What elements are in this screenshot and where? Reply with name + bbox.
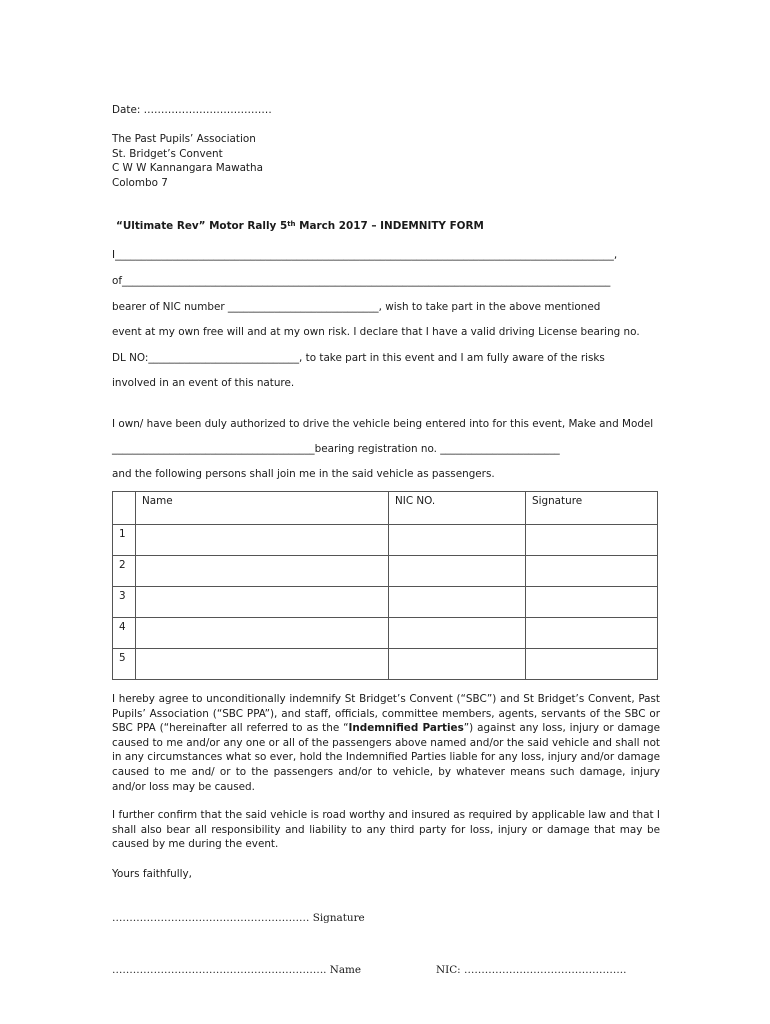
table-row bbox=[113, 649, 658, 680]
passenger-nic-cell[interactable] bbox=[389, 649, 526, 680]
passenger-name-cell[interactable] bbox=[136, 556, 389, 587]
row-number: 1 bbox=[113, 525, 136, 556]
header-nic: NIC NO. bbox=[389, 492, 526, 525]
row-number: 5 bbox=[113, 649, 136, 680]
confirmation-paragraph: I further confirm that the said vehicle is road worthy and insured as required by applicable law and that I shall also bear all responsibility and liability to any third party for loss, injury or damage that may be caused by me during the event. bbox=[112, 809, 660, 851]
table-row bbox=[113, 587, 658, 618]
applicant-address-field[interactable]: of______________________________________________________________________________________________ bbox=[112, 275, 611, 287]
passenger-nic-cell[interactable] bbox=[389, 525, 526, 556]
passenger-nic-cell[interactable] bbox=[389, 587, 526, 618]
indemnity-paragraph: I hereby agree to unconditionally indemnify St Bridget’s Convent (“SBC”) and St Bridget’s Convent, Past Pupils’ Association (“SBC PPA”), and staff, officials, committee members, agents, servants of the SBC or SBC PPA (“hereinafter all referred to as the “Indemnified Parties”) against any loss, injury or damage caused to me and/or any one or all of the passengers above named and/or the said vehicle and shall not in any circumstances what so ever, hold the Indemnified Parties liable for any loss, injury and/or damage caused to me and/ or to the passengers and/or to vehicle, by whatever means such damage, injury and/or loss may be caused. bbox=[112, 693, 660, 793]
header-number bbox=[113, 492, 136, 525]
form-title: “Ultimate Rev” Motor Rally 5th March 2017 – INDEMNITY FORM bbox=[116, 220, 484, 232]
vehicle-registration-line[interactable]: _______________________________________bearing registration no. _______________________ bbox=[112, 443, 560, 455]
passenger-name-cell[interactable] bbox=[136, 587, 389, 618]
passenger-signature-cell[interactable] bbox=[526, 587, 658, 618]
address-line-1: The Past Pupils’ Association bbox=[112, 133, 256, 145]
address-line-3: C W W Kannangara Mawatha bbox=[112, 162, 263, 174]
date-line: Date: ………………………………. bbox=[112, 104, 272, 116]
passengers-intro-line: and the following persons shall join me in the said vehicle as passengers. bbox=[112, 468, 495, 480]
licence-declaration-line: event at my own free will and at my own risk. I declare that I have a valid driving License bearing no. bbox=[112, 326, 640, 338]
address-line-2: St. Bridget’s Convent bbox=[112, 148, 223, 160]
passenger-signature-cell[interactable] bbox=[526, 649, 658, 680]
table-row bbox=[113, 525, 658, 556]
passenger-name-cell[interactable] bbox=[136, 618, 389, 649]
name-line[interactable]: …………………………………………………….. Name bbox=[112, 964, 362, 976]
row-number: 3 bbox=[113, 587, 136, 618]
table-row bbox=[113, 556, 658, 587]
header-signature: Signature bbox=[526, 492, 658, 525]
closing-line: Yours faithfully, bbox=[112, 868, 192, 880]
signature-line[interactable]: ………………………………………………… Signature bbox=[112, 912, 365, 924]
risk-statement-line: involved in an event of this nature. bbox=[112, 377, 295, 389]
header-name: Name bbox=[136, 492, 389, 525]
passenger-name-cell[interactable] bbox=[136, 525, 389, 556]
passenger-signature-cell[interactable] bbox=[526, 525, 658, 556]
row-number: 4 bbox=[113, 618, 136, 649]
passenger-name-cell[interactable] bbox=[136, 649, 389, 680]
nic-signature-line[interactable]: NIC: ……………………………………….. bbox=[436, 964, 627, 976]
passenger-nic-cell[interactable] bbox=[389, 618, 526, 649]
address-line-4: Colombo 7 bbox=[112, 177, 168, 189]
dl-number-line[interactable]: DL NO:_____________________________, to take part in this event and I am fully aware of the risks bbox=[112, 352, 605, 364]
nic-number-line[interactable]: bearer of NIC number _____________________________, wish to take part in the above mentioned bbox=[112, 301, 601, 313]
passengers-table-header bbox=[113, 492, 658, 525]
passengers-table bbox=[112, 491, 658, 680]
passenger-nic-cell[interactable] bbox=[389, 556, 526, 587]
row-number: 2 bbox=[113, 556, 136, 587]
vehicle-statement-line: I own/ have been duly authorized to drive the vehicle being entered into for this event, Make and Model bbox=[112, 418, 654, 430]
passenger-signature-cell[interactable] bbox=[526, 556, 658, 587]
table-row bbox=[113, 618, 658, 649]
passenger-signature-cell[interactable] bbox=[526, 618, 658, 649]
applicant-name-field[interactable]: I________________________________________________________________________________________________, bbox=[112, 249, 618, 261]
